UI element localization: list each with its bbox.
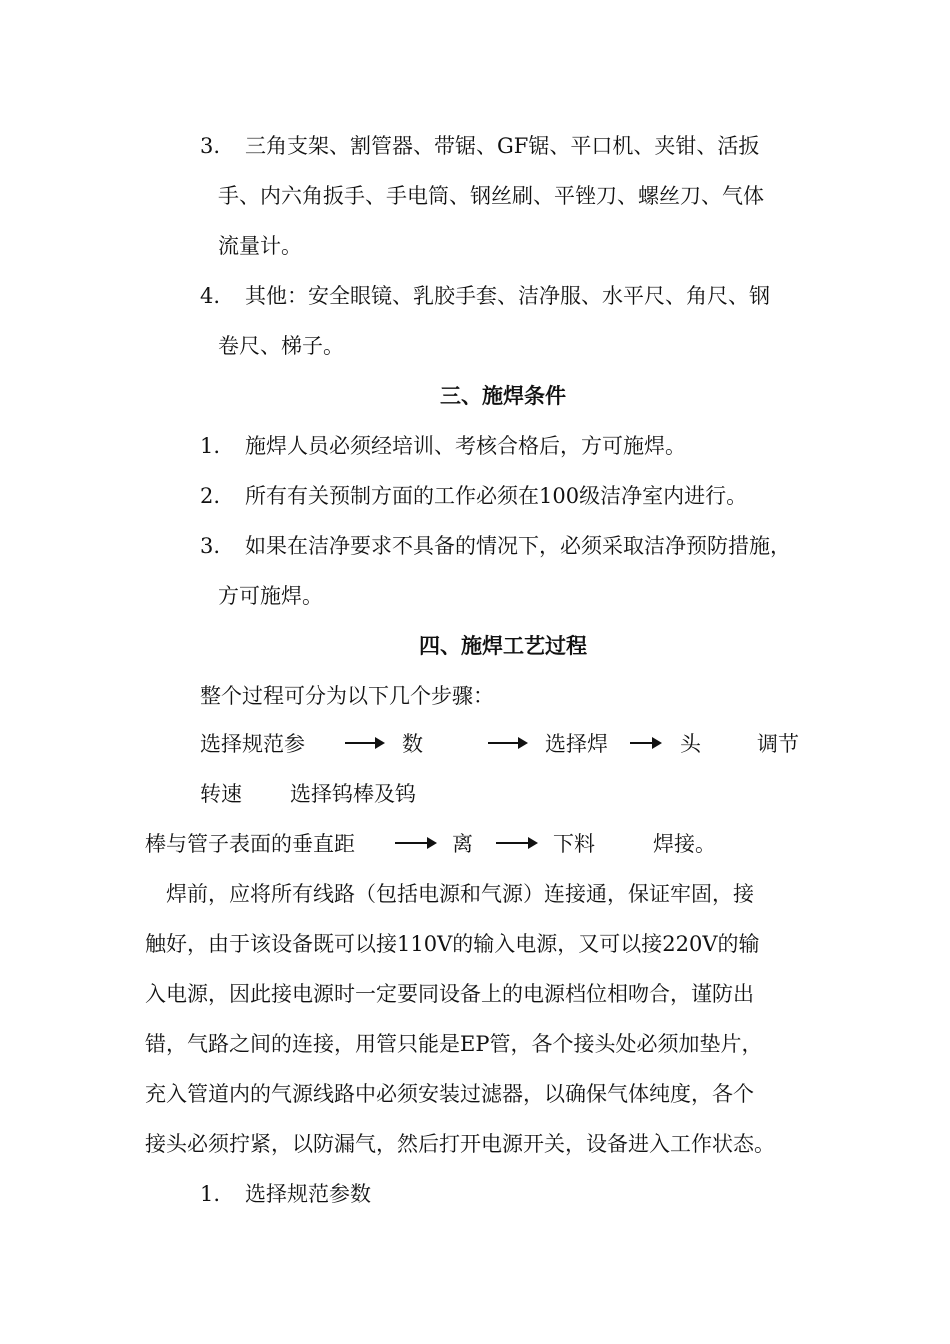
condition-item-2: 所有有关预制方面的工作必须在100级洁净室内进行。	[245, 484, 748, 508]
body-paragraph-line: 充入管道内的气源线路中必须安装过滤器，以确保气体纯度，各个	[145, 1082, 754, 1106]
condition-item-3-line-2: 方可施焊。	[218, 584, 323, 608]
flow-step-text: 下料	[553, 832, 595, 856]
flow-step-text: 数	[402, 732, 423, 756]
process-intro: 整个过程可分为以下几个步骤：	[200, 684, 494, 708]
flow-step-text: 焊接。	[653, 832, 716, 856]
arrow-right-icon	[496, 842, 536, 844]
arrow-right-icon	[488, 742, 526, 744]
flow-step-text: 选择焊	[545, 732, 608, 756]
list-number: 3.	[200, 534, 221, 558]
flow-step-text: 选择规范参	[200, 732, 305, 756]
flow-step-text: 调节	[757, 732, 799, 756]
arrow-right-icon	[395, 842, 435, 844]
list-number: 1.	[200, 1182, 221, 1206]
flow-step-text: 转速	[200, 782, 242, 806]
list-number: 2.	[200, 484, 221, 508]
arrow-right-icon	[630, 742, 660, 744]
arrow-right-icon	[345, 742, 383, 744]
list-number: 4.	[200, 284, 221, 308]
list-number: 1.	[200, 434, 221, 458]
body-paragraph-line: 入电源，因此接电源时一定要同设备上的电源档位相吻合，谨防出	[145, 982, 754, 1006]
body-paragraph-line: 触好，由于该设备既可以接110V的输入电源，又可以接220V的输	[145, 932, 760, 956]
condition-item-3-line-1: 如果在洁净要求不具备的情况下，必须采取洁净预防措施，	[245, 534, 791, 558]
tools-item-4-line-1: 其他：安全眼镜、乳胶手套、洁净服、水平尺、角尺、钢	[245, 284, 770, 308]
step-1-title: 选择规范参数	[245, 1182, 371, 1206]
tools-item-3-line-2: 手、内六角扳手、手电筒、钢丝刷、平锉刀、螺丝刀、气体	[218, 184, 764, 208]
flow-step-text: 选择钨棒及钨	[290, 782, 416, 806]
flow-step-text: 棒与管子表面的垂直距	[145, 832, 355, 856]
section-4-title: 四、施焊工艺过程	[419, 633, 587, 658]
tools-item-3-line-3: 流量计。	[218, 234, 302, 258]
body-paragraph-line: 错，气路之间的连接，用管只能是EP管，各个接头处必须加垫片，	[145, 1032, 763, 1056]
tools-item-4-line-2: 卷尺、梯子。	[218, 334, 344, 358]
body-paragraph-line: 焊前，应将所有线路（包括电源和气源）连接通，保证牢固，接	[166, 882, 754, 906]
condition-item-1: 施焊人员必须经培训、考核合格后，方可施焊。	[245, 434, 686, 458]
body-paragraph-line: 接头必须拧紧，以防漏气，然后打开电源开关，设备进入工作状态。	[145, 1132, 775, 1156]
flow-step-text: 头	[680, 732, 701, 756]
section-3-title: 三、施焊条件	[440, 383, 566, 408]
flow-step-text: 离	[452, 832, 473, 856]
list-number: 3.	[200, 134, 221, 158]
tools-item-3-line-1: 三角支架、割管器、带锯、GF锯、平口机、夹钳、活扳	[245, 134, 760, 158]
